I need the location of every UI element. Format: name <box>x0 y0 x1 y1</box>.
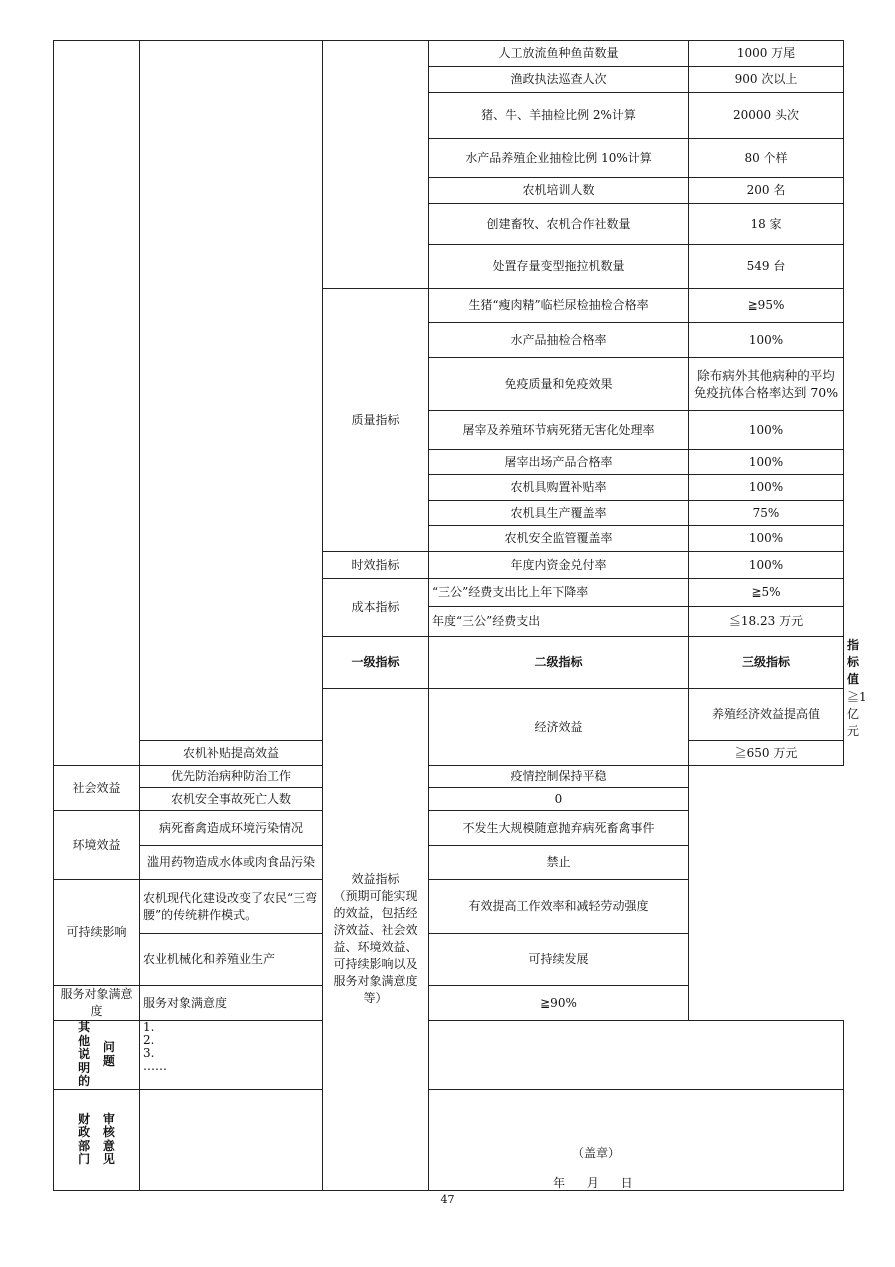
social-label: 社会效益 <box>54 766 140 811</box>
indicator-name: 农机现代化建设改变了农民“三弯腰”的传统耕作模式。 <box>140 880 323 934</box>
indicator-name: 处置存量变型拖拉机数量 <box>429 245 689 289</box>
finance-label-b: 审核意见 <box>102 1111 115 1166</box>
indicator-name: 年度内资金兑付率 <box>429 552 689 579</box>
indicator-value: 75% <box>689 501 844 526</box>
performance-indicator-table: 人工放流鱼种鱼苗数量 1000 万尾 渔政执法巡查人次 900 次以上 猪、牛、羊抽检比例 2%计算 20000 头次 水产品养殖企业抽检比例 10%计算 80 个样 农机培训人数 200 名 创建畜牧、农机合作社数量 18 家 处置存量变型拖拉机数量 549 台 质量指标 生猪“瘦肉精”临栏尿检抽检合格率 ≧95% 水产品抽检合格率 100% 免疫质量和免疫效果 除布病外其他病种的平均免疫抗体合格率达到 70% 屠宰及养殖环节病死猪无害化处理率 100% 屠宰出场产品合格率 100% 农机具购置补贴率 100% 农机具生产覆盖率 75% 农机安全监管覆盖率 100% 时效指标 年度内资金兑付率 100% 成本指标 “三公”经费支出比上年下降率 ≧5% 年度“三公”经费支出 ≦18.23 万元 一级指标 二级指标 三级指标 指标值 效益指标 （预期可能实现的效益，包括经济效益、社会效益、环境效益、可持续影响以及服务对象满意度等） 经济效益 养殖经济效益提高值 ≧1 亿元 农机补贴提高效益 ≧650 万元 社会效益 优先防治病种防治工作 疫情控制保持平稳 农机安全事故死亡人数 0 环境效益 病死畜禽造成环境污染情况 不发生大规模随意抛弃病死畜禽事件 滥用药物造成水体或肉食品污染 禁止 可持续影响 农机现代化建设改变了农民“三弯腰”的传统耕作模式。 有效提高工作效率和减轻劳动强度 农业机械化和养殖业生产 可持续发展 服务对象满意度 服务对象满意度 ≧90% 其他说明的 问题 1. 2. 3. …… 财政部门 审核意见 （盖章） 年 月 日 <box>53 40 844 1191</box>
other-notes-label-b: 问题 <box>102 1040 115 1068</box>
indicator-name: 创建畜牧、农机合作社数量 <box>429 204 689 245</box>
indicator-value: 80 个样 <box>689 139 844 178</box>
indicator-name: 滥用药物造成水体或肉食品污染 <box>140 846 323 880</box>
indicator-name: 生猪“瘦肉精”临栏尿检抽检合格率 <box>429 289 689 323</box>
finance-opinion-cell <box>140 1089 844 1190</box>
note-item: 2. <box>143 1033 155 1047</box>
indicator-value: ≧95% <box>689 289 844 323</box>
indicator-value: 100% <box>689 475 844 501</box>
indicator-value: 1000 万尾 <box>689 41 844 67</box>
quality-label: 质量指标 <box>323 289 429 552</box>
indicator-value: 20000 头次 <box>689 93 844 139</box>
economic-label: 经济效益 <box>429 689 689 766</box>
header-level1: 一级指标 <box>323 637 429 689</box>
benefit-sublabel: （预期可能实现的效益，包括经济效益、社会效益、环境效益、可持续影响以及服务对象满意度等） <box>333 889 418 1006</box>
note-item: …… <box>143 1059 167 1073</box>
indicator-value: 除布病外其他病种的平均免疫抗体合格率达到 70% <box>689 358 844 411</box>
indicator-value: 100% <box>689 450 844 475</box>
indicator-name: 猪、牛、羊抽检比例 2%计算 <box>429 93 689 139</box>
finance-label-a: 财政部门 <box>78 1111 91 1166</box>
cost-label: 成本指标 <box>323 579 429 637</box>
note-item: 1. <box>143 1020 155 1034</box>
indicator-value: 可持续发展 <box>429 934 689 986</box>
indicator-value: 100% <box>689 323 844 358</box>
indicator-name: 农机培训人数 <box>429 178 689 204</box>
sustain-label: 可持续影响 <box>54 880 140 986</box>
indicator-value: 疫情控制保持平稳 <box>429 766 689 788</box>
finance-label <box>54 1089 140 1190</box>
environment-label: 环境效益 <box>54 811 140 880</box>
indicator-value: 100% <box>689 411 844 450</box>
indicator-value: 不发生大规模随意抛弃病死畜禽事件 <box>429 811 689 846</box>
indicator-name: 农业机械化和养殖业生产 <box>140 934 323 986</box>
benefit-label: 效益指标 <box>351 872 400 887</box>
indicator-value: ≧5% <box>689 579 844 607</box>
indicator-name: 渔政执法巡查人次 <box>429 67 689 93</box>
indicator-name: 优先防治病种防治工作 <box>140 766 323 788</box>
indicator-value: 有效提高工作效率和减轻劳动强度 <box>429 880 689 934</box>
other-notes-label-a: 其他说明的 <box>78 1020 91 1088</box>
indicator-name: “三公”经费支出比上年下降率 <box>429 579 689 607</box>
indicator-name: 人工放流鱼种鱼苗数量 <box>429 41 689 67</box>
indicator-name: 病死畜禽造成环境污染情况 <box>140 811 323 846</box>
indicator-value: 100% <box>689 526 844 552</box>
header-level3: 三级指标 <box>689 637 844 689</box>
indicator-name: 免疫质量和免疫效果 <box>429 358 689 411</box>
indicator-name: 农机具购置补贴率 <box>429 475 689 501</box>
timeliness-label: 时效指标 <box>323 552 429 579</box>
note-item: 3. <box>143 1046 155 1060</box>
indicator-value: 100% <box>689 552 844 579</box>
indicator-name: 水产品抽检合格率 <box>429 323 689 358</box>
indicator-value: 549 台 <box>689 245 844 289</box>
indicator-value: ≧90% <box>429 986 689 1021</box>
indicator-name: 农机安全事故死亡人数 <box>140 788 323 811</box>
indicator-name: 农机补贴提高效益 <box>140 741 323 766</box>
indicator-value: 禁止 <box>429 846 689 880</box>
header-level2: 二级指标 <box>429 637 689 689</box>
indicator-value: 0 <box>429 788 689 811</box>
outer-left-cell <box>54 41 140 766</box>
indicator-name: 养殖经济效益提高值 <box>689 689 844 741</box>
seal-text: （盖章） <box>572 1145 621 1160</box>
page-number: 47 <box>440 1193 455 1206</box>
indicator-name: 农机安全监管覆盖率 <box>429 526 689 552</box>
indicator-value: ≧650 万元 <box>689 741 844 766</box>
indicator-name: 屠宰出场产品合格率 <box>429 450 689 475</box>
indicator-value: 18 家 <box>689 204 844 245</box>
quantity-label-cell <box>323 41 429 289</box>
indicator-value: ≦18.23 万元 <box>689 607 844 637</box>
other-notes-label <box>54 1021 140 1090</box>
indicator-name: 水产品养殖企业抽检比例 10%计算 <box>429 139 689 178</box>
indicator-name: 农机具生产覆盖率 <box>429 501 689 526</box>
indicator-name: 年度“三公”经费支出 <box>429 607 689 637</box>
date-text: 年 月 日 <box>553 1175 633 1190</box>
satisfaction-label: 服务对象满意度 <box>54 986 140 1021</box>
indicator-name: 屠宰及养殖环节病死猪无害化处理率 <box>429 411 689 450</box>
level1-blank-cell <box>140 41 323 741</box>
indicator-value: 200 名 <box>689 178 844 204</box>
indicator-value: 900 次以上 <box>689 67 844 93</box>
indicator-name: 服务对象满意度 <box>140 986 323 1021</box>
other-notes-content <box>140 1021 844 1090</box>
